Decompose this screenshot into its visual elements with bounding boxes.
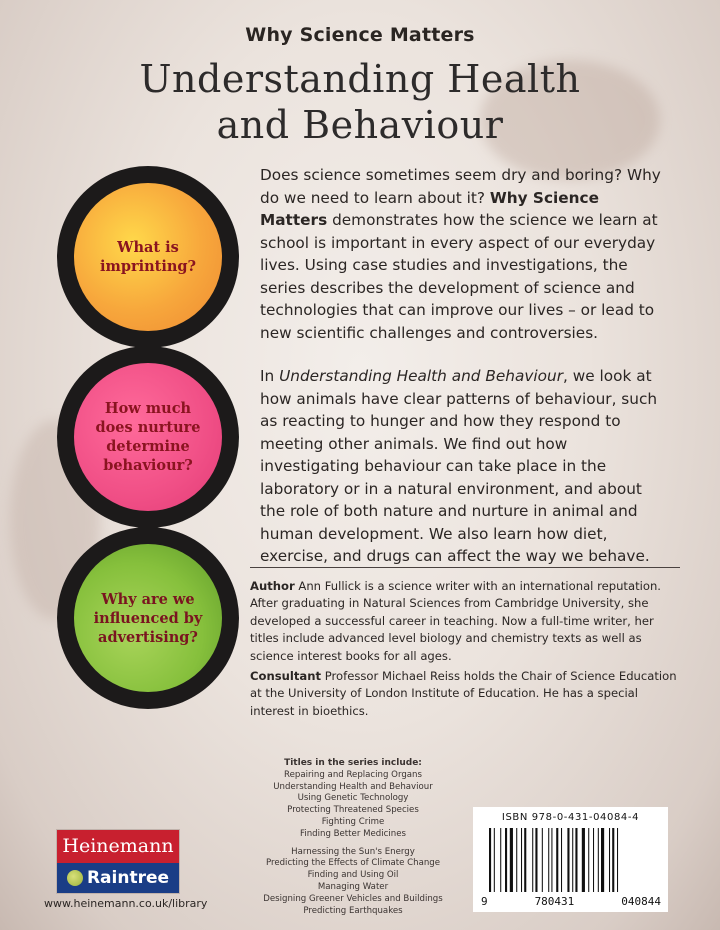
isbn-text: ISBN 978-0-431-04084-4: [501, 812, 640, 823]
blurb-text: demonstrates how the science we learn at school is important in every aspect of our everyday lives. Using case studies and investigations, the series describes the development of science and technologies that can improve our lives – or lead to new scientific challenges and controversies.: [260, 211, 658, 342]
blurb-text: Does science sometimes seem dry and boring? Why do we need to learn about it?: [260, 166, 661, 207]
series-name: Why Science Matters: [245, 24, 475, 46]
globe-icon: [67, 870, 83, 886]
question-line: behaviour?: [103, 457, 193, 474]
author-label: Author: [250, 579, 295, 593]
publisher-logo: [56, 829, 180, 894]
question-line: influenced by: [93, 609, 203, 627]
barcode-bars: [489, 828, 653, 892]
question-line: imprinting?: [99, 258, 197, 275]
series-title: Using Genetic Technology: [297, 793, 409, 804]
publisher-name-raintree: Raintree: [86, 868, 170, 888]
book-title-italic: Understanding Health and Behaviour: [279, 367, 563, 385]
publisher-website: www.heinemann.co.uk/library: [44, 897, 208, 910]
publisher-name-heinemann: Heinemann: [57, 830, 179, 863]
title-line-1: Understanding Health: [139, 57, 581, 101]
question-line: does nurture: [95, 419, 201, 436]
question-line: What is: [117, 239, 179, 256]
title-line-2: and Behaviour: [216, 103, 504, 147]
barcode-digits: [481, 895, 661, 908]
barcode: [473, 807, 668, 912]
series-title: Protecting Threatened Species: [287, 805, 419, 816]
book-title: [0, 56, 720, 148]
series-title: Finding Better Medicines: [300, 828, 406, 839]
series-title: Finding and Using Oil: [307, 870, 399, 881]
divider: [250, 567, 680, 568]
series-blurb: [260, 164, 670, 344]
series-title: Designing Greener Vehicles and Buildings: [263, 893, 443, 904]
question-line: How much: [104, 400, 192, 417]
question-line: Why are we: [101, 590, 195, 608]
series-titles-list: [253, 758, 453, 917]
consultant-bio: [250, 668, 680, 720]
series-title: Managing Water: [317, 881, 389, 892]
question-line: determine: [106, 438, 190, 455]
series-title: Repairing and Replacing Organs: [284, 769, 422, 780]
series-title: Predicting the Effects of Climate Change: [265, 858, 441, 869]
barcode-digit-group: 9: [481, 895, 488, 908]
question-disc-advertising: [57, 527, 239, 709]
consultant-text: Professor Michael Reiss holds the Chair of Science Education at the University of London Institute of Education. He has a special interest in bioethics.: [250, 669, 677, 718]
barcode-digit-group: 780431: [534, 895, 575, 908]
series-title: Predicting Earthquakes: [303, 905, 403, 916]
question-disc-imprinting: [57, 166, 239, 348]
question-disc-nurture: [57, 346, 239, 528]
book-blurb: [260, 365, 670, 568]
series-title: Harnessing the Sun's Energy: [291, 846, 415, 857]
author-text: Ann Fullick is a science writer with an international reputation. After graduating in Natural Sciences from Cambridge University, she developed a successful career in teaching. Now a full-time writer, her titles include advanced level biology and chemistry texts as well as science interest books for all ages.: [250, 579, 661, 663]
series-list-heading: Titles in the series include:: [284, 758, 422, 768]
series-title: Understanding Health and Behaviour: [273, 781, 433, 792]
consultant-label: Consultant: [250, 669, 322, 683]
series-title: Fighting Crime: [321, 816, 385, 827]
question-line: advertising?: [98, 628, 198, 646]
author-bio: [250, 578, 680, 665]
series-name-bold: Why Science Matters: [260, 188, 599, 229]
blurb-text: , we look at how animals have clear patterns of behaviour, such as reacting to hunger and how they respond to meeting other animals. We find out how investigating behaviour can take place in the laboratory or in a natural environment, and about the role of both nature and nurture in animal and human development. We also learn how diet, exercise, and drugs can affect the way we behave.: [260, 367, 658, 565]
barcode-digit-group: 040844: [621, 895, 661, 908]
blurb-text: In: [260, 367, 280, 385]
